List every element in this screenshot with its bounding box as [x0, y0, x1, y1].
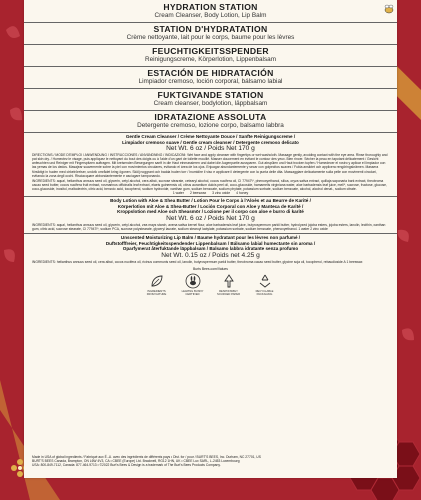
footnote: 2 beeswax [189, 191, 207, 196]
header-title: FUKTGIVANDE STATION [157, 90, 264, 100]
footer-line: USA: 800-849-7112, Canada: 877-464-9713 • ©2022 Burt's Bees & Design is a trademark of The Burt's Bees Products Company. [32, 463, 221, 468]
paper-icon [221, 273, 237, 289]
lotion-title-line2: Körperlotion mit Aloe & Shea-Butter / Loción Corporal con Aloe y Manteca de Karité / [117, 203, 304, 209]
footer-line: BURT'S BEES Canada, Brampton, ON L6W 4V3, CA • CBEE (Europe) Ltd. Bracknell, RG12 1HN, UK • CBEE Lux SARL, L-2453 Luxembourg [32, 459, 240, 464]
lip-balm-section [24, 235, 397, 264]
header-title: STATION D'HYDRATATION [153, 24, 268, 34]
lip-balm-net-weight: Net Wt. 0.15 oz / Poids net 4.25 g [161, 251, 260, 259]
header-subtitle: Cream Cleanser, Body Lotion, Lip Balm [154, 12, 267, 19]
divider [24, 132, 397, 133]
header-subtitle: Detergente cremoso, lozione corpo, balsamo labbra [137, 122, 284, 129]
header-section-es [24, 68, 397, 88]
badge-label: RECYCLABLE PACKAGING [255, 289, 274, 297]
footnote: 3 zinc oxide [212, 191, 231, 196]
lotion-ingredients: INGREDIENTS: aqua\, helianthus annuus seed oil, glycerin, cetyl alcohol, zea mays starch, avena sativa kernel flour, aloe barbadensis leaf juice, butyrospermum parkii butter, hydrolyzed jojoba esters, jojoba esters, lanolin, lecithin, xanthan gum, citric acid, sucrose stearate, CI 77947\*, sodium PCA, sucrose polystearate, glyceryl laurate, sodium stearoyl lactylate, potassium sorbate, sodium benzoate, phenoxyethanol. 1 water 2 zinc oxide [32, 222, 386, 231]
badge-label: LEAPING BUNNY CERTIFIED [181, 289, 204, 297]
bunny-icon [185, 273, 201, 289]
badge-recyclable-packaging [252, 273, 278, 296]
cleanser-title-line1: Gentle Cream Cleanser / Crème Nettoyante Douce / Sanfte Reinigungscreme / [125, 134, 296, 139]
lotion-title-line3: Kroppslotion med Aloe och Sheasmör / Lozione per il corpo con aloe e burro di karité [117, 209, 304, 215]
header-section-it [24, 112, 397, 132]
divider [24, 44, 397, 45]
footnote: 4 honey [236, 191, 249, 196]
cleanser-net-weight: Net Wt. 6 oz / Poids Net 170 g [166, 145, 255, 153]
header-subtitle: Reinigungscreme, Körperlotion, Lippenbalsam [144, 56, 277, 63]
certification-badges [24, 273, 397, 296]
header-subtitle: Limpiador cremoso, loción corporal, bálsamo labial [138, 78, 283, 85]
header-section-sv [24, 90, 397, 110]
footnote: 1 water [172, 191, 184, 196]
leaf-icon [149, 273, 165, 289]
product-label-panel [24, 0, 397, 478]
header-section-fr [24, 24, 397, 44]
divider [24, 110, 397, 111]
divider [24, 88, 397, 89]
cleanser-section [24, 134, 397, 196]
values-url: Burts Bees.com/Values [193, 266, 228, 271]
lotion-net-weight: Net Wt. 6 oz / Poids Net 170 g [166, 214, 255, 222]
badge-label: RESPONSIBLY SOURCED PAPER [216, 289, 241, 297]
cleanser-ingredients: INGREDIENTS: aqua\, helianthus annuus seed oil, glycerin, cetyl alcohol, cera alba\, sucrose stearate, cetearyl alcohol, cocos nucifera oil, CI 77947\*, phenoxyethanol, silica, oryza sativa extract, quillaja saponaria bark extract, theobroma cacao seed butter, cocos nucifera fruit extract, rosmarinus officinalis leaf extract, elaeis guineensis oil, citrus aurantium dulcis peel oil, coco-glucoside, hamamelis virginiana water, aloe barbadensis leaf juice, mel\*, sucrose, fructose, glucose, coco-glucoside, inositol, maltodextrin, citric acid, benzoic acid, tocopherol, sodium hydroxide, xanthan gum, sodium benzoate, sodium phytate, potassium sorbate, sodium benzoate, alcohol, alcohol denat., sodium citrate. [32, 178, 387, 191]
divider [24, 66, 397, 67]
header-subtitle: Crème nettoyante, lait pour le corps, baume pour les lèvres [126, 34, 295, 41]
lip-balm-title-line1: Unscented Moisturizing Lip Balm / Baume hydratant pour les lèvres non parfumé / [120, 235, 301, 240]
badge-responsibly-sourced-paper [216, 273, 242, 296]
cleanser-title-line2: Limpiador cremoso suave / Gentle cream cleanser / Detergente cremoso delicato [122, 139, 299, 145]
footer-line: Made in USA of global ingredients / Fabriqué aux É.-U. avec des ingrédients de différents pays • Dist. for / pour / BURT'S BEES, Inc. Durham, NC 27701, US [32, 455, 261, 459]
recycle-icon [257, 273, 273, 289]
lip-balm-title-line3: Oparfymerat återfuktande läppbalsam / Balsamo labbra idratante senza profumo [122, 246, 299, 252]
cleanser-directions: DIRECTIONS / MODE D'EMPLOI / ANWENDUNG / INSTRUCCIONES / ANVÄNDNING / INDICAZIONI: Wet face and apply cleanser with fingertips or wet washcloth. Massage gently, avoiding contact with the eye area. Rinse thoroughly and pat skin dry. / Humectez le visage, puis appliquez le nettoyant du bout des doigts ou à l'aide d'un gant de toilette mouillé. Masser doucement en évitant le contour des yeux. Bien rincer. Sécher la peau en tapotant délicatement / Gesicht anfeuchten und Reiniger mit Fingerspitzen auftragen. Mit kreisenden Bewegungen sanft in die Haut einmassieren und dabei die Augenpartie aussparen. Gut abspülen und Haut trocken tupfen / Humedecer el rostro y aplicar el limpiador con las yemas de los dedos. Masajear suavemente sobre la piel con movimientos circulares, evitando el área de los ojos. Enjuagar abundantemente y secar con golpecitos suaves / Fukta ansiktet och applicera rengöringskrämen. Massera försiktigt in huden med cirkelrörelser, undvik området kring ögonen. Skölj noggrant och badda huden torr / Inumidire il viso e applicare il detergente con la punta delle dita. Massaggiare delicatamente sulla pelle con movimenti circolari, evitando la zona degli occhi. Risciacquare abbondantemente e asciugare tamponando. [32, 153, 388, 178]
header-title: FEUCHTIGKEITSSPENDER [152, 46, 269, 56]
divider [24, 233, 397, 234]
multilingual-header [24, 0, 397, 132]
lip-balm-ingredients: INGREDIENTS: helianthus annuus seed oil, cera alba\, cocos nucifera oil, ricinus communis seed oil, lanolin, butyrospermum parkii butter, theobroma cacao seed butter, glycine soja oil, tocopherol, rebaudioside A 1 beeswax [32, 259, 363, 264]
header-section-en [24, 2, 397, 22]
lotion-title-line1: Body Lotion with Aloe & Shea Butter / Lotion Pour le Corps à l'Aloès et au Beurre de Karité / [110, 198, 311, 204]
header-section-de [24, 46, 397, 66]
manufacturer-footer [32, 455, 389, 468]
lotion-section [24, 198, 397, 231]
badge-ingredients-from-nature [144, 273, 170, 296]
header-title: HYDRATION STATION [163, 2, 258, 12]
lip-balm-title-line2: Duftstofffreier, Feuchtigkeitsspendender Lippenbalsam / Bálsamo labial humectante sin aroma / [105, 240, 316, 246]
badge-label: INGREDIENTS FROM NATURE [146, 289, 167, 297]
divider [24, 196, 397, 197]
header-subtitle: Cream cleanser, bodylotion, läppbalsam [153, 100, 268, 107]
badge-leaping-bunny [180, 273, 206, 296]
header-title: ESTACIÓN DE HIDRATACIÓN [147, 68, 274, 78]
header-title: IDRATAZIONE ASSOLUTA [154, 112, 267, 122]
bee-icon [383, 4, 395, 14]
divider [24, 22, 397, 23]
